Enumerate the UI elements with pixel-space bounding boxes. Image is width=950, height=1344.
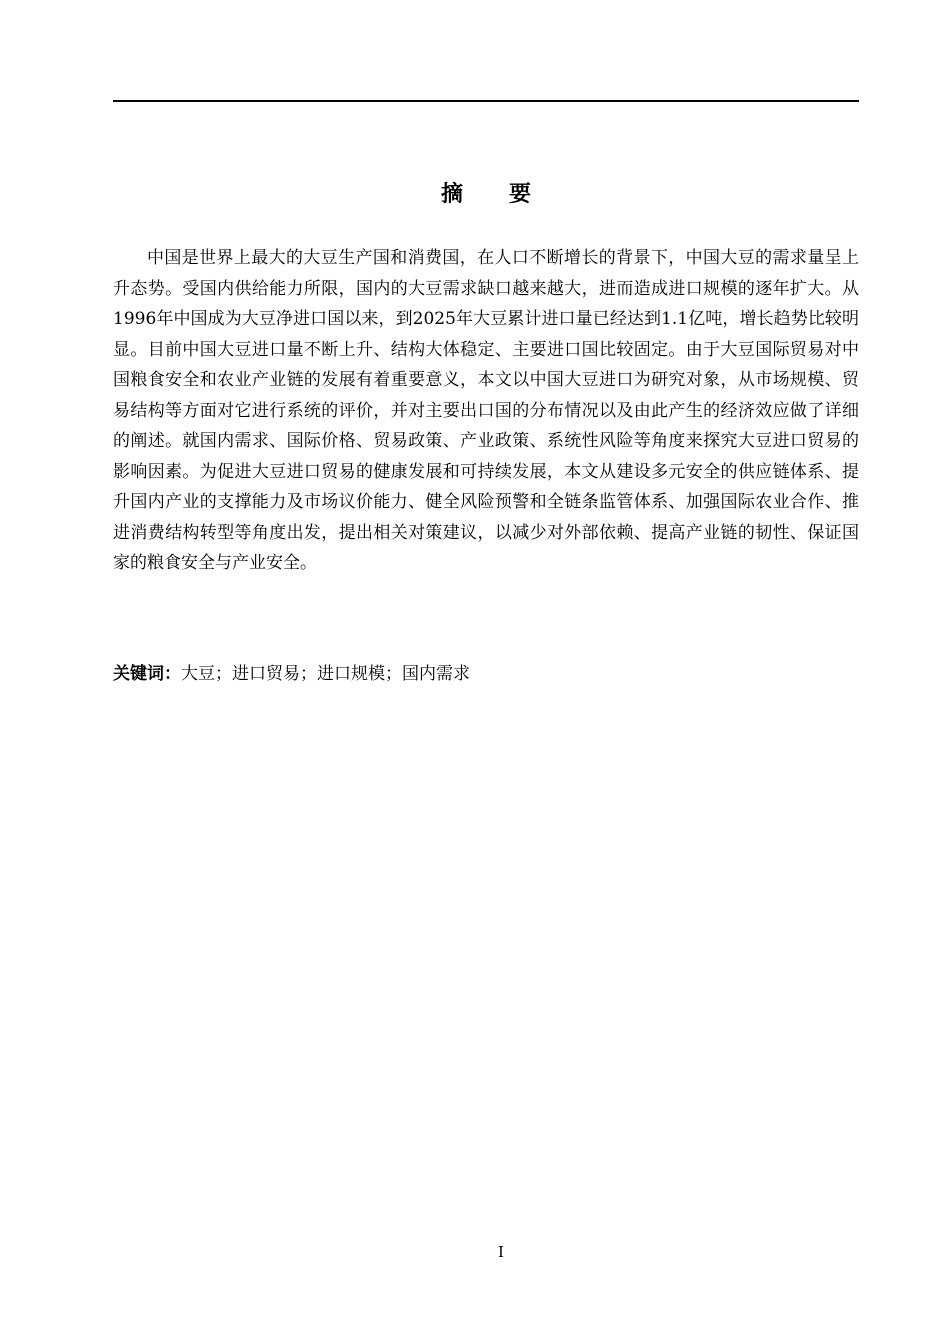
page-number: I	[498, 1243, 504, 1261]
keywords-value: 大豆；进口贸易；进口规模；国内需求	[181, 664, 470, 684]
header-rule	[113, 100, 859, 102]
abstract-body: 中国是世界上最大的大豆生产国和消费国，在人口不断增长的背景下，中国大豆的需求量呈上升态势。受国内供给能力所限，国内的大豆需求缺口越来越大，进而造成进口规模的逐年扩大。从1996年中国成为大豆净进口国以来，到2025年大豆累计进口量已经达到1.1亿吨，增长趋势比较明显。目前中国大豆进口量不断上升、结构大体稳定、主要进口国比较固定。由于大豆国际贸易对中国粮食安全和农业产业链的发展有着重要意义，本文以中国大豆进口为研究对象，从市场规模、贸易结构等方面对它进行系统的评价，并对主要出口国的分布情况以及由此产生的经济效应做了详细的阐述。就国内需求、国际价格、贸易政策、产业政策、系统性风险等角度来探究大豆进口贸易的影响因素。为促进大豆进口贸易的健康发展和可持续发展，本文从建设多元安全的供应链体系、提升国内产业的支撑能力及市场议价能力、健全风险预警和全链条监管体系、加强国际农业合作、推进消费结构转型等角度出发，提出相关对策建议，以减少对外部依赖、提高产业链的韧性、保证国家的粮食安全与产业安全。	[113, 248, 859, 573]
abstract-title	[113, 178, 859, 212]
keywords-line	[113, 659, 859, 689]
abstract-title-char-2: 要	[509, 182, 532, 207]
keywords-label: 关键词：	[113, 664, 181, 684]
abstract-title-char-1: 摘	[440, 182, 463, 207]
